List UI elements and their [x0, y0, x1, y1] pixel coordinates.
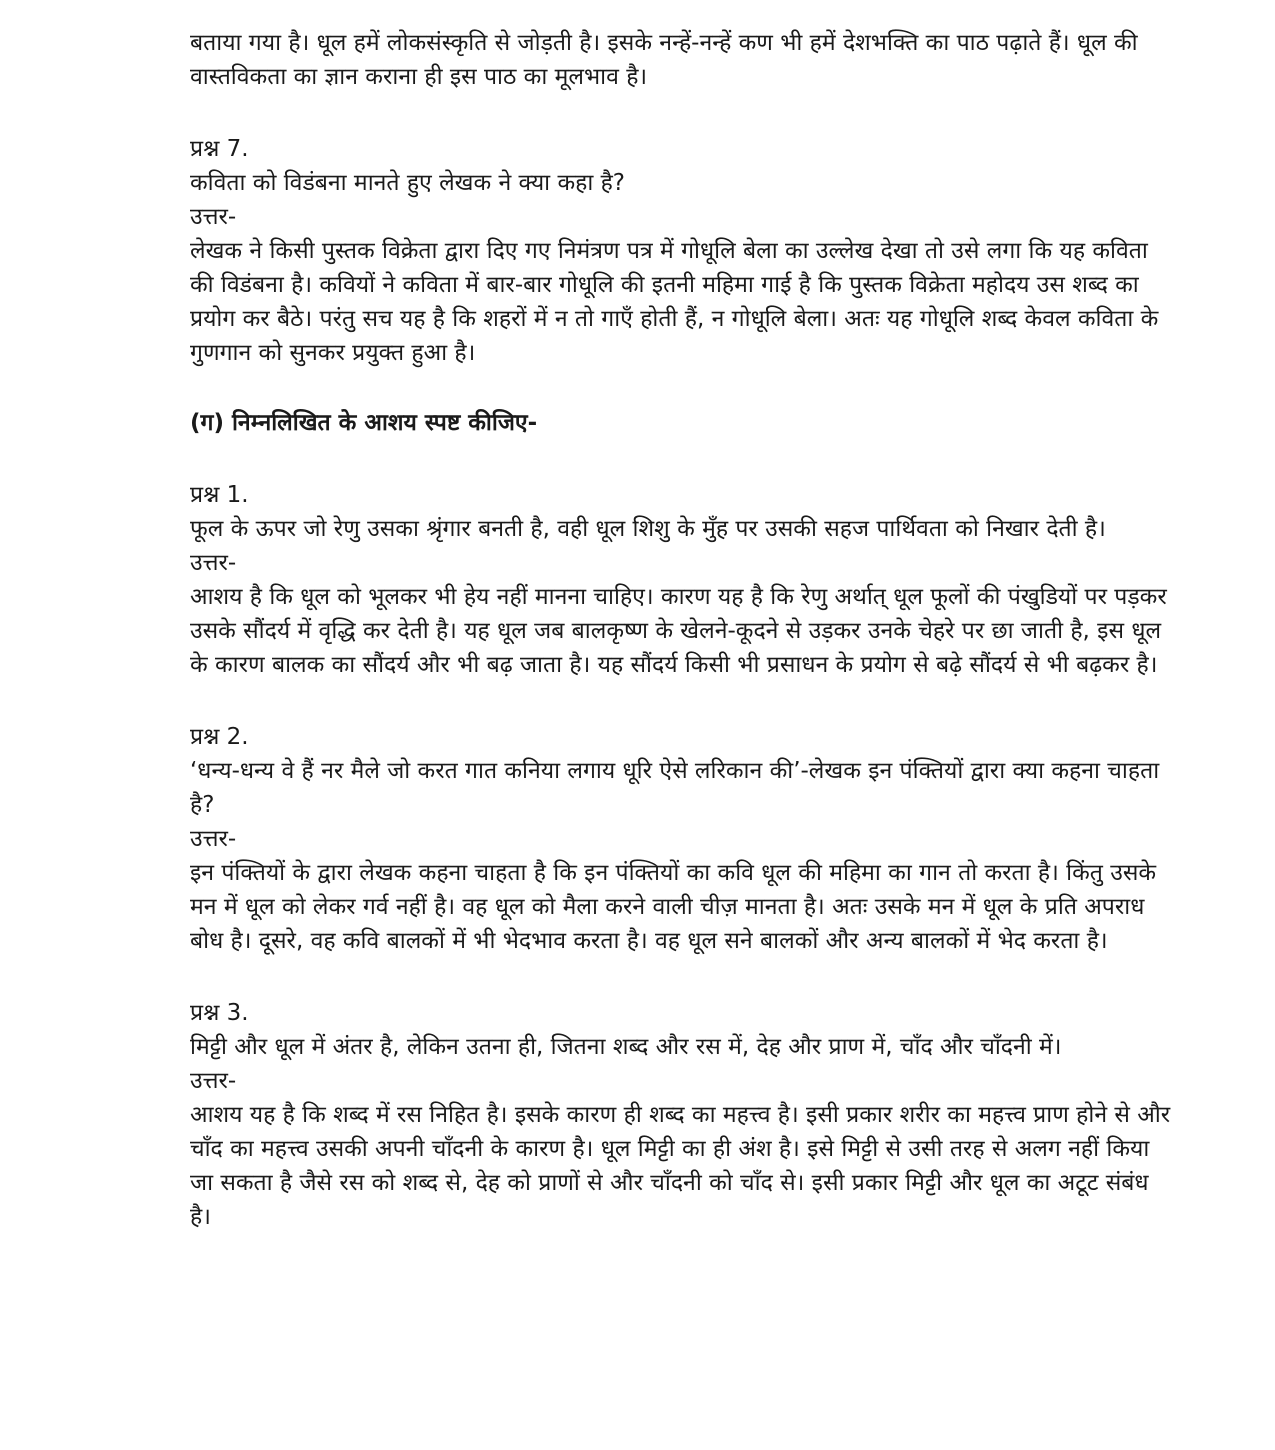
spacer	[190, 958, 1175, 996]
intro-paragraph: बताया गया है। धूल हमें लोकसंस्कृति से जोड़ती है। इसके नन्हें-नन्हें कण भी हमें देशभक्ति का पाठ पढ़ाते हैं। धूल की वास्तविकता का ज्ञान कराना ही इस पाठ का मूलभाव है।	[190, 30, 1138, 90]
question-7-answer-label: उत्तर-	[190, 204, 237, 230]
question-7-label: प्रश्न 7.	[190, 136, 249, 162]
section-question-1-block	[190, 478, 1175, 682]
document-page	[190, 26, 1175, 1234]
section-question-2-block	[190, 720, 1175, 958]
section-question-2-text: ‘धन्य-धन्य वे हैं नर मैले जो करत गात कनिया लगाय धूरि ऐसे लरिकान की’-लेखक इन पंक्तियों द्वारा क्या कहना चाहता है?	[190, 758, 1160, 818]
section-question-1-answer-label: उत्तर-	[190, 550, 237, 576]
section-heading: (ग) निम्नलिखित के आशय स्पष्ट कीजिए-	[190, 410, 538, 436]
question-7-answer: लेखक ने किसी पुस्तक विक्रेता द्वारा दिए गए निमंत्रण पत्र में गोधूलि बेला का उल्लेख देखा तो उसे लगा कि यह कविता की विडंबना है। कवियों ने कविता में बार-बार गोधूलि की इतनी महिमा गाई है कि पुस्तक विक्रेता महोदय उस शब्द का प्रयोग कर बैठे। परंतु सच यह है कि शहरों में न तो गाएँ होती हैं, न गोधूलि बेला। अतः यह गोधूलि शब्द केवल कविता के गुणगान को सुनकर प्रयुक्त हुआ है।	[190, 238, 1159, 366]
section-question-1-label: प्रश्न 1.	[190, 482, 249, 508]
question-7-block	[190, 132, 1175, 370]
section-question-3-block	[190, 996, 1175, 1234]
question-7-text: कविता को विडंबना मानते हुए लेखक ने क्या कहा है?	[190, 170, 626, 196]
spacer	[190, 440, 1175, 478]
section-question-2-answer: इन पंक्तियों के द्वारा लेखक कहना चाहता है कि इन पंक्तियों का कवि धूल की महिमा का गान तो करता है। किंतु उसके मन में धूल को लेकर गर्व नहीं है। वह धूल को मैला करने वाली चीज़ मानता है। अतः उसके मन में धूल के प्रति अपराध बोध है। दूसरे, वह कवि बालकों में भी भेदभाव करता है। वह धूल सने बालकों और अन्य बालकों में भेद करता है।	[190, 860, 1157, 954]
spacer	[190, 370, 1175, 406]
section-question-3-label: प्रश्न 3.	[190, 1000, 249, 1026]
section-question-2-label: प्रश्न 2.	[190, 724, 249, 750]
section-question-1-text: फूल के ऊपर जो रेणु उसका श्रृंगार बनती है, वही धूल शिशु के मुँह पर उसकी सहज पार्थिवता को निखार देती है।	[190, 516, 1106, 542]
section-question-3-answer-label: उत्तर-	[190, 1068, 237, 1094]
spacer	[190, 94, 1175, 132]
section-question-2-answer-label: उत्तर-	[190, 826, 237, 852]
spacer	[190, 682, 1175, 720]
section-question-3-answer: आशय यह है कि शब्द में रस निहित है। इसके कारण ही शब्द का महत्त्व है। इसी प्रकार शरीर का महत्त्व प्राण होने से और चाँद का महत्त्व उसकी अपनी चाँदनी के कारण है। धूल मिट्टी का ही अंश है। इसे मिट्टी से उसी तरह से अलग नहीं किया जा सकता है जैसे रस को शब्द से, देह को प्राणों से और चाँदनी को चाँद से। इसी प्रकार मिट्टी और धूल का अटूट संबंध है।	[190, 1102, 1171, 1230]
section-question-1-answer: आशय है कि धूल को भूलकर भी हेय नहीं मानना चाहिए। कारण यह है कि रेणु अर्थात् धूल फूलों की पंखुडियों पर पड़कर उसके सौंदर्य में वृद्धि कर देती है। यह धूल जब बालकृष्ण के खेलने-कूदने से उड़कर उनके चेहरे पर छा जाती है, इस धूल के कारण बालक का सौंदर्य और भी बढ़ जाता है। यह सौंदर्य किसी भी प्रसाधन के प्रयोग से बढ़े सौंदर्य से भी बढ़कर है।	[190, 584, 1167, 678]
section-question-3-text: मिट्टी और धूल में अंतर है, लेकिन उतना ही, जितना शब्द और रस में, देह और प्राण में, चाँद और चाँदनी में।	[190, 1034, 1062, 1060]
